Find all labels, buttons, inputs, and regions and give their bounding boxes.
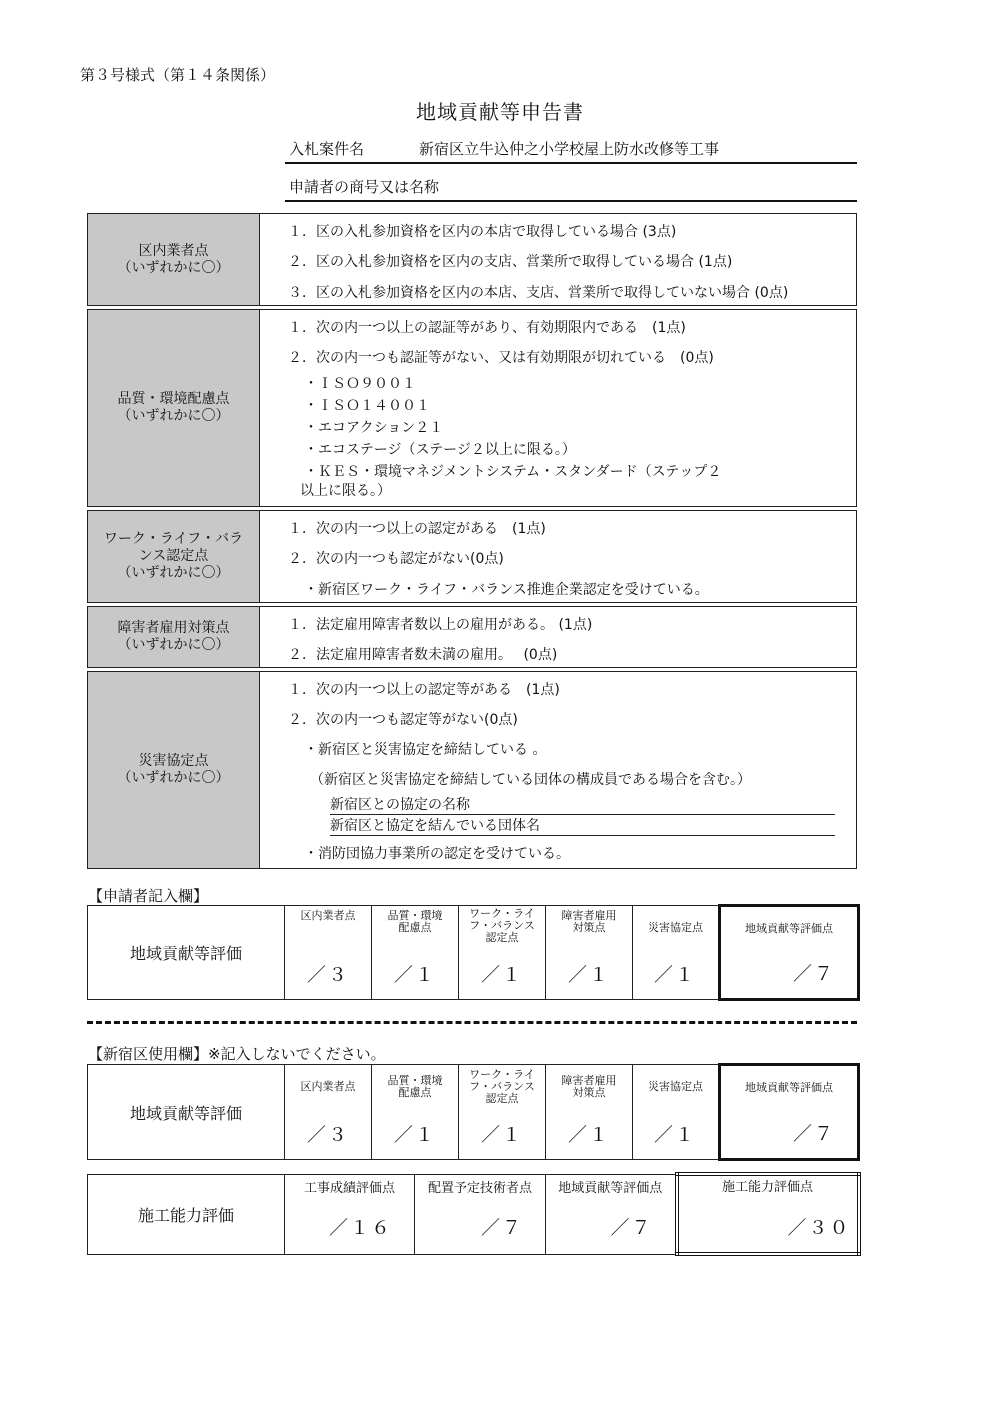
- applicant-score-table: [87, 904, 860, 1001]
- office-cell-disabled: [546, 1065, 633, 1160]
- office-cell-total: [720, 1065, 859, 1160]
- form-number: 第３号様式（第１４条関係）: [80, 66, 276, 84]
- construction-cell-total: [677, 1174, 859, 1254]
- agreement-name-label: 新宿区との協定の名称: [330, 797, 470, 813]
- wlb-option-1[interactable]: １．次の内一つ以上の認定がある (1点): [288, 521, 546, 537]
- agreement-group-label: 新宿区と協定を結んでいる団体名: [330, 818, 540, 834]
- construction-row-label: 施工能力評価: [88, 1174, 285, 1254]
- construction-cell-engineer: [415, 1174, 546, 1254]
- section-disabled-label: 障害者雇用対策点 （いずれかに〇）: [88, 607, 260, 667]
- cell-max: ／３: [306, 1124, 349, 1146]
- cell-max: ／１: [653, 964, 696, 986]
- cell-head: 災害協定点: [648, 1080, 703, 1093]
- disaster-item-fire: ・消防団協力事業所の認定を受けている。: [304, 846, 570, 862]
- applicant-cell-disaster[interactable]: [633, 906, 720, 1000]
- section-quality-label: 品質・環境配慮点 （いずれかに〇）: [88, 310, 260, 506]
- cell-head: 区内業者点: [300, 1080, 356, 1093]
- applicant-row-label: 地域貢献等評価: [88, 906, 285, 1000]
- cell-head: 施工能力評価点: [721, 1180, 813, 1195]
- local-option-2[interactable]: ２．区の入札参加資格を区内の支店、営業所で取得している場合 (1点): [288, 254, 733, 270]
- section-wlb: [87, 510, 857, 603]
- cell-max: ／１: [653, 1124, 696, 1146]
- quality-option-1[interactable]: １．次の内一つ以上の認証等があり、有効期限内である (1点): [288, 320, 686, 336]
- cell-head: 障害者雇用 対策点: [561, 909, 617, 934]
- office-row-label: 地域貢献等評価: [88, 1065, 285, 1160]
- cell-max: ／７: [792, 1123, 835, 1145]
- quality-item-kes: ・ＫＥＳ・環境マネジメントシステム・スタンダード（ステップ２: [304, 464, 722, 480]
- cell-head: 区内業者点: [300, 909, 356, 922]
- cell-max: ／１: [480, 964, 523, 986]
- office-box-heading: 【新宿区使用欄】※記入しないでください。: [88, 1045, 386, 1063]
- cell-head: ワーク・ライ フ・バランス 認定点: [469, 907, 535, 944]
- agreement-name-field[interactable]: [330, 794, 835, 815]
- quality-item-ecostage: ・エコステージ（ステージ２以上に限る。）: [304, 442, 576, 458]
- agreement-group-field[interactable]: [330, 815, 835, 836]
- cell-max: ／１６: [328, 1216, 392, 1239]
- applicant-cell-quality[interactable]: [372, 906, 459, 1000]
- cell-max: ／１: [480, 1124, 523, 1146]
- cell-head: 工事成績評価点: [303, 1180, 395, 1196]
- wlb-option-2[interactable]: ２．次の内一つも認定がない(0点): [288, 551, 504, 567]
- applicant-cell-local[interactable]: [285, 906, 372, 1000]
- quality-item-kes-cont: 以上に限る。）: [300, 483, 391, 499]
- cut-line-divider: [87, 1021, 857, 1024]
- applicant-box-heading: 【申請者記入欄】: [88, 887, 209, 905]
- quality-item-eco21: ・エコアクション２１: [304, 420, 444, 436]
- wlb-item-shinjuku: ・新宿区ワーク・ライフ・バランス推進企業認定を受けている。: [304, 582, 709, 598]
- local-option-3[interactable]: ３．区の入札参加資格を区内の本店、支店、営業所で取得していない場合 (0点): [288, 285, 789, 301]
- quality-item-iso14001: ・ＩＳＯ１４００１: [304, 398, 430, 414]
- local-option-1[interactable]: １．区の入札参加資格を区内の本店で取得している場合 (3点): [288, 224, 677, 240]
- office-cell-wlb: [459, 1065, 546, 1160]
- section-disabled: [87, 606, 857, 668]
- office-cell-disaster: [633, 1065, 720, 1160]
- quality-option-2[interactable]: ２．次の内一つも認証等がない、又は有効期限が切れている (0点): [288, 350, 714, 366]
- construction-score-table: [87, 1172, 861, 1256]
- cell-head: 配置予定技術者点: [427, 1180, 532, 1196]
- disaster-item-agreement: ・新宿区と災害協定を締結している 。: [304, 742, 547, 758]
- section-quality: [87, 309, 857, 507]
- section-disaster: [87, 671, 857, 869]
- cell-max: ／１: [393, 1124, 436, 1146]
- office-cell-quality: [372, 1065, 459, 1160]
- cell-head: 地域貢献等評価点: [558, 1180, 663, 1196]
- cell-head: 地域貢献等評価点: [745, 922, 833, 935]
- applicant-label: 申請者の商号又は名称: [289, 178, 440, 196]
- project-label: 入札案件名: [289, 140, 365, 158]
- cell-max: ／７: [480, 1216, 523, 1239]
- disaster-option-2[interactable]: ２．次の内一つも認定等がない(0点): [288, 712, 518, 728]
- cell-head: ワーク・ライ フ・バランス 認定点: [469, 1068, 535, 1105]
- office-cell-local: [285, 1065, 372, 1160]
- page-title: 地域貢献等申告書: [416, 100, 584, 124]
- cell-head: 障害者雇用 対策点: [561, 1074, 617, 1099]
- cell-max: ／１: [567, 964, 610, 986]
- cell-max: ／３０: [787, 1217, 851, 1239]
- disaster-item-note: （新宿区と災害協定を締結している団体の構成員である場合を含む。）: [310, 772, 751, 788]
- cell-head: 品質・環境 配慮点: [387, 1074, 443, 1099]
- cell-head: 地域貢献等評価点: [745, 1081, 833, 1094]
- disaster-option-1[interactable]: １．次の内一つ以上の認定等がある (1点): [288, 682, 560, 698]
- project-name[interactable]: 新宿区立牛込仲之小学校屋上防水改修等工事: [419, 140, 720, 158]
- section-disaster-label: 災害協定点 （いずれかに〇）: [88, 672, 260, 868]
- applicant-cell-total[interactable]: [720, 906, 859, 1000]
- cell-max: ／７: [610, 1216, 653, 1239]
- section-local-label: 区内業者点 （いずれかに〇）: [88, 214, 260, 305]
- cell-max: ／１: [393, 964, 436, 986]
- cell-max: ／７: [792, 963, 835, 985]
- cell-head: 品質・環境 配慮点: [387, 909, 443, 934]
- section-local: [87, 213, 857, 306]
- disabled-option-1[interactable]: １．法定雇用障害者数以上の雇用がある。 (1点): [288, 617, 593, 633]
- cell-max: ／３: [306, 964, 349, 986]
- applicant-row: [285, 170, 857, 202]
- construction-cell-contribution: [546, 1174, 677, 1254]
- quality-item-iso9001: ・ＩＳＯ９００１: [304, 376, 416, 392]
- cell-max: ／１: [567, 1124, 610, 1146]
- cell-head: 災害協定点: [648, 921, 703, 934]
- disabled-option-2[interactable]: ２．法定雇用障害者数未満の雇用。 (0点): [288, 647, 558, 663]
- applicant-cell-wlb[interactable]: [459, 906, 546, 1000]
- section-wlb-label: ワーク・ライフ・バラ ンス認定点 （いずれかに〇）: [88, 511, 260, 602]
- construction-cell-record: [285, 1174, 415, 1254]
- project-row: [285, 132, 857, 164]
- applicant-cell-disabled[interactable]: [546, 906, 633, 1000]
- office-score-table: [87, 1063, 860, 1161]
